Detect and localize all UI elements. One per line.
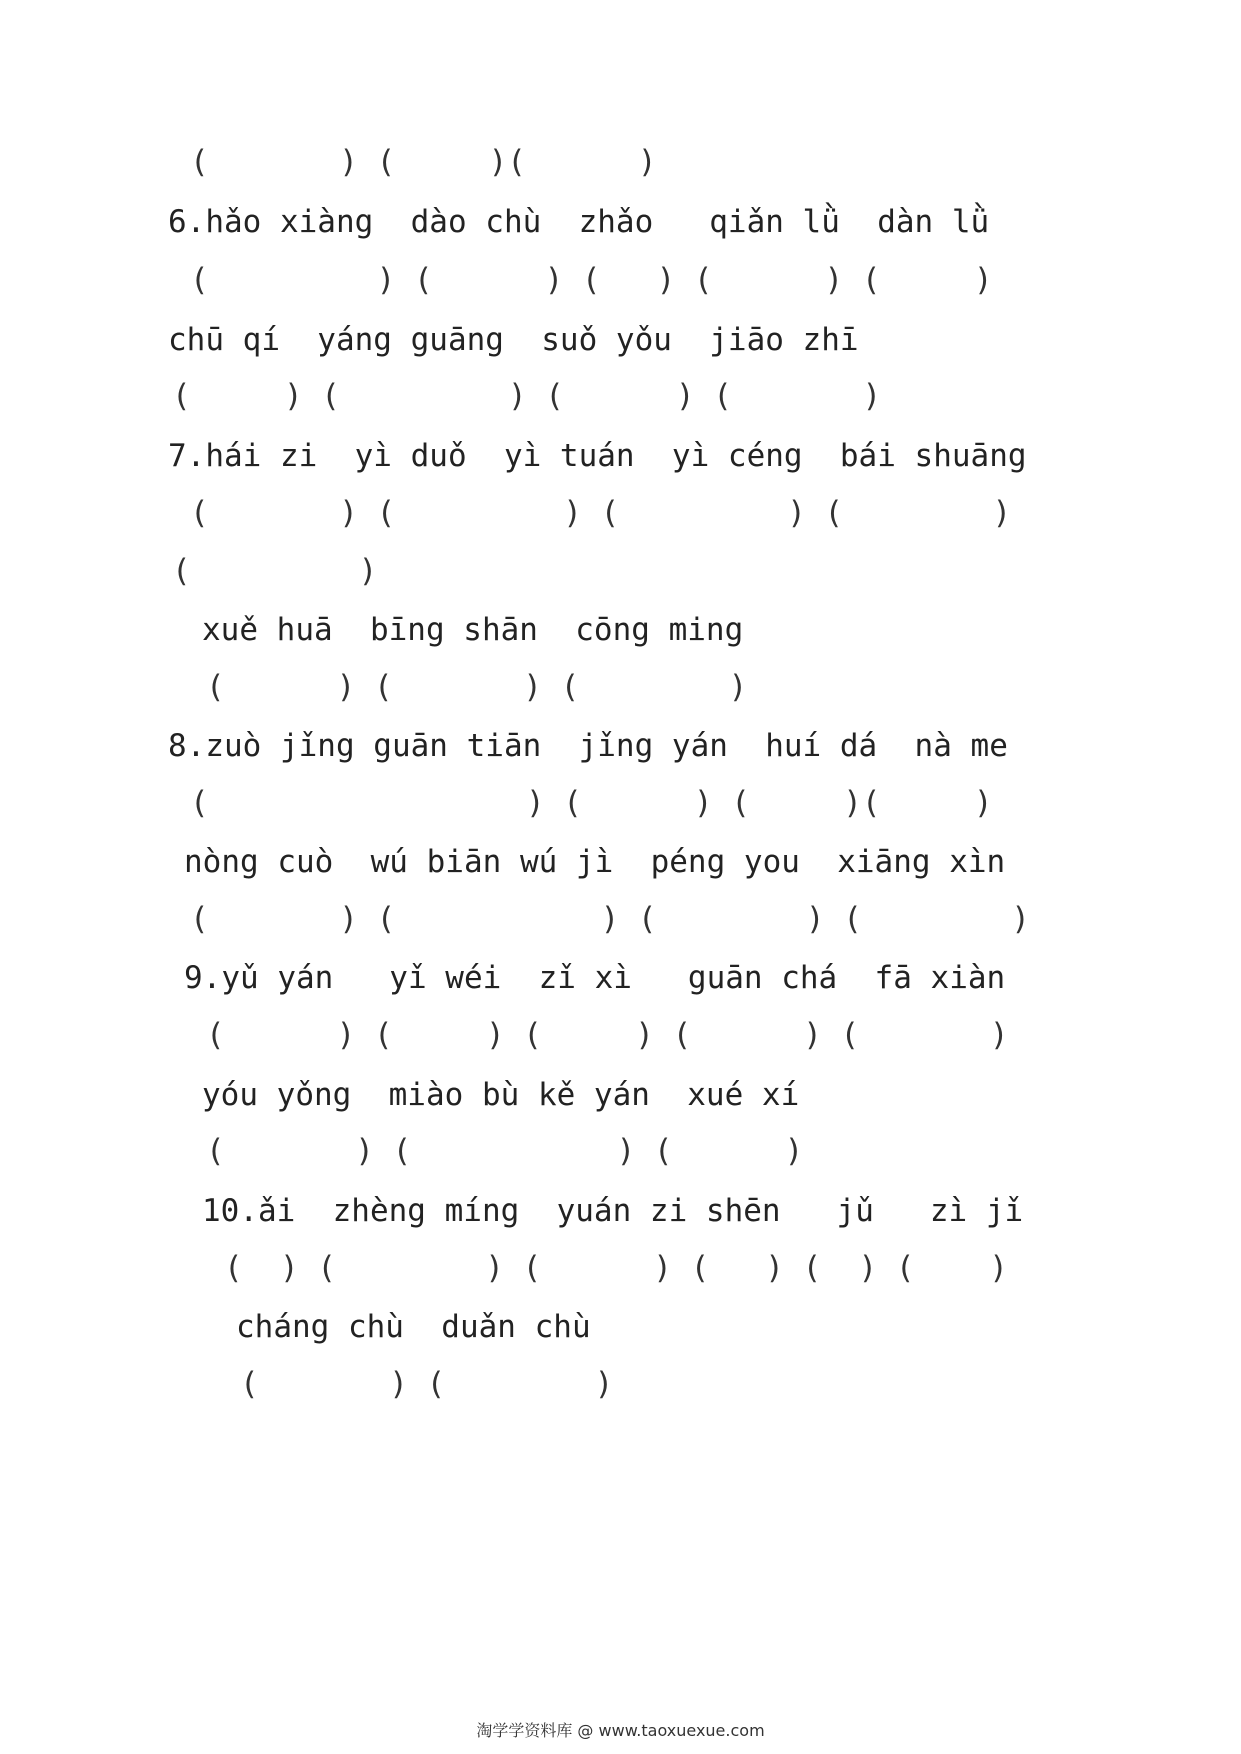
answer-blanks-5b: ( ) ( )( )	[190, 144, 657, 180]
answer-blanks-7a: ( ) ( ) ( ) ( )	[190, 495, 1012, 531]
pinyin-row-7b: xuě huā bīng shān cōng ming	[202, 612, 744, 648]
pinyin-row-8a: 8.zuò jǐng guān tiān jǐng yán huí dá nà me	[168, 728, 1008, 764]
pinyin-row-7a: 7.hái zi yì duǒ yì tuán yì céng bái shuāng	[168, 438, 1027, 474]
answer-blanks-10a: ( ) ( ) ( ) ( ) ( ) ( )	[224, 1250, 1008, 1286]
answer-blanks-10b: ( ) ( )	[240, 1366, 614, 1402]
footer-watermark: 淘学学资料库 @ www.taoxuexue.com	[476, 1721, 765, 1740]
answer-blanks-7b: ( ) ( ) ( )	[206, 669, 748, 705]
answer-blanks-9a: ( ) ( ) ( ) ( ) ( )	[206, 1017, 1009, 1053]
answer-blanks-7a-cont: ( )	[172, 553, 378, 589]
answer-blanks-8b: ( ) ( ) ( ) ( )	[190, 901, 1030, 937]
answer-blanks-8a: ( ) ( ) ( )( )	[190, 785, 993, 821]
pinyin-row-10a: 10.ǎi zhèng míng yuán zi shēn jǔ zì jǐ	[202, 1193, 1024, 1229]
pinyin-row-10b: cháng chù duǎn chù	[236, 1309, 591, 1345]
pinyin-row-9b: yóu yǒng miào bù kě yán xué xí	[202, 1077, 800, 1113]
answer-blanks-6b: ( ) ( ) ( ) ( )	[172, 378, 882, 414]
pinyin-row-6b: chū qí yáng guāng suǒ yǒu jiāo zhī	[168, 322, 859, 358]
pinyin-row-9a: 9.yǔ yán yǐ wéi zǐ xì guān chá fā xiàn	[184, 960, 1006, 996]
answer-blanks-9b: ( ) ( ) ( )	[206, 1133, 804, 1169]
pinyin-row-8b: nòng cuò wú biān wú jì péng you xiāng xìn	[184, 844, 1006, 880]
answer-blanks-6a: ( ) ( ) ( ) ( ) ( )	[190, 262, 993, 298]
pinyin-row-6a: 6.hǎo xiàng dào chù zhǎo qiǎn lǜ dàn lǜ	[168, 204, 990, 240]
